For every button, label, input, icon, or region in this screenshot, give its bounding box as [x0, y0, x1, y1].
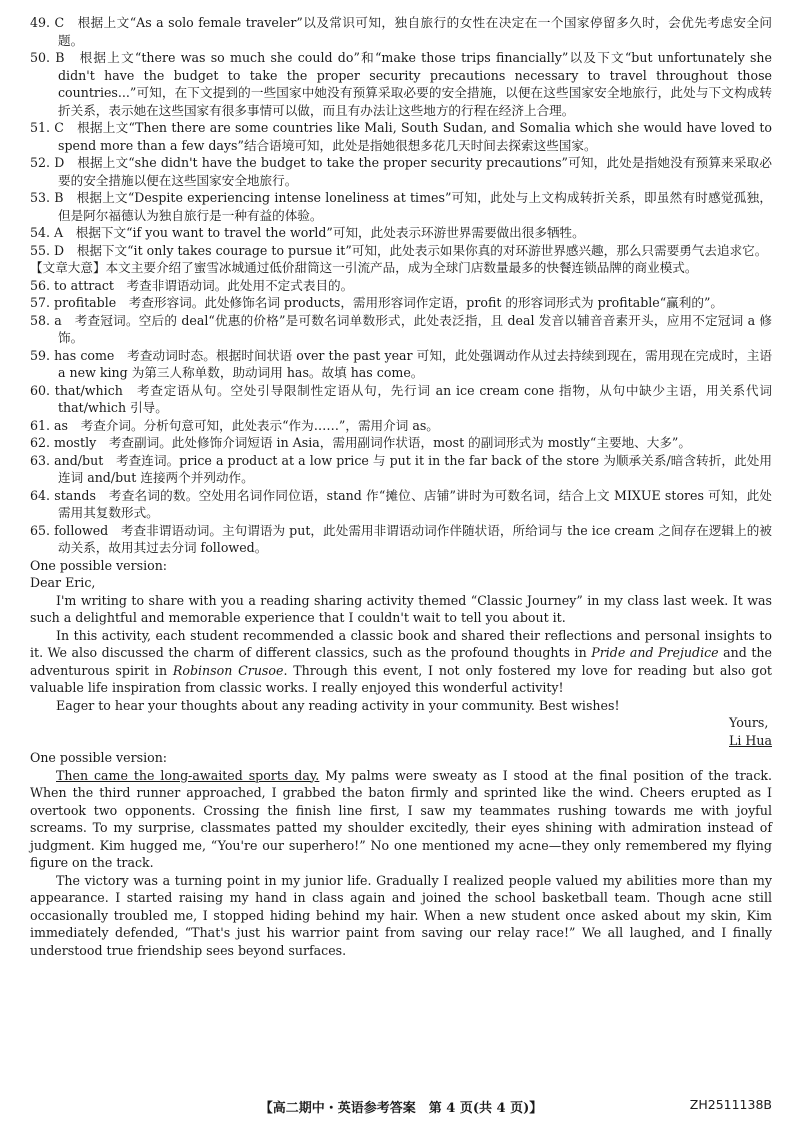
story-given-opening: Then came the long-awaited sports day.: [56, 767, 320, 783]
letter-signature: Li Hua: [729, 732, 772, 748]
story-paragraph-1: [30, 767, 772, 872]
letter-closing: Yours,: [729, 715, 769, 730]
letter-greeting: Dear Eric,: [30, 575, 96, 590]
letter-paragraph-3: Eager to hear your thoughts about any reading activity in your community. Best wishes!: [56, 697, 620, 713]
answer-51: 51. C 根据上文“Then there are some countries like Mali, South Sudan, and Somalia which she would have loved to spend more than a few days”结合语境可知，此处是指她很想多花几天时间去探索这些国家。: [30, 120, 772, 153]
answer-59: 59. has come 考查动词时态。根据时间状语 over the past year 可知，此处强调动作从过去持续到现在，需用现在完成时，主语 a new king 为第三人称单数，助动词用 has。故填 has come。: [30, 347, 772, 380]
answer-61: 61. as 考查介词。分析句意可知，此处表示“作为……”，需用介词 as。: [30, 417, 439, 433]
footer-title: 【高二期中・英语参考答案 第 4 页(共 4 页)】: [259, 1101, 543, 1116]
answer-55: 55. D 根据下文“it only takes courage to pursue it”可知，此处表示如果你真的对环游世界感兴趣，那么只需要勇气去追求它。: [30, 242, 768, 258]
letter-label: One possible version:: [30, 557, 168, 573]
sample-story: [30, 749, 772, 959]
letter-p2-text-b: and the adventurous spirit in: [30, 645, 772, 678]
letter-paragraph-1: I'm writing to share with you a reading sharing activity themed “Classic Journey” in my class last week. It was such a delightful and memorable experience that I couldn't wait to tell you about it.: [30, 592, 772, 625]
answer-64: 64. stands 考查名词的数。空处用名词作同位语，stand 作“摊位、店铺”讲时为可数名词，结合上文 MIXUE stores 可知，此处需用其复数形式。: [30, 487, 772, 520]
answer-65: 65. followed 考查非谓语动词。主句谓语为 put，此处需用非谓语动词作伴随状语，所给词与 the ice cream 之间存在逻辑上的被动关系，故用其过去分词 followed。: [30, 522, 772, 555]
answer-49: 49. C 根据上文“As a solo female traveler”以及常识可知，独自旅行的女性在决定在一个国家停留多久时，会优先考虑安全问题。: [30, 15, 772, 48]
answer-60: 60. that/which 考查定语从句。空处引导限制性定语从句，先行词 an ice cream cone 指物，从句中缺少主语，用关系代词 that/which 引导。: [30, 382, 772, 415]
answer-page: [30, 14, 772, 959]
book-title-robinson-crusoe: Robinson Crusoe: [172, 662, 284, 678]
answer-57: 57. profitable 考查形容词。此处修饰名词 products，需用形容词作定语，profit 的形容词形式为 profitable“赢利的”。: [30, 295, 723, 310]
story-label: One possible version:: [30, 750, 168, 765]
footer-code: ZH2511138B: [689, 1097, 772, 1112]
letter-p2-text-a: In this activity, each student recommended a classic book and shared their reflections and personal insights to it. We also discussed the charm of different classics, such as the profound thoughts in: [30, 627, 772, 660]
story-p1-rest: My palms were sweaty as I stood at the final position of the track. When the third runner approached, I grabbed the baton firmly and sprinted like the wind. Cheers erupted as I overtook two opponents. Crossing the finish line first, I saw my teammates rushing towards me with joyful screams. To my surprise, classmates patted my shoulder excitedly, their eyes shining with admiration instead of judgment. Kim hugged me, “You're our superhero!” No one mentioned my acne—they only remembered my flying figure on the track.: [30, 767, 773, 870]
article-summary: 【文章大意】本文主要介绍了蜜雪冰城通过低价甜筒这一引流产品，成为全球门店数量最多的快餐连锁品牌的商业模式。: [30, 260, 698, 275]
cloze-answers: [30, 14, 772, 259]
grammar-answers: [30, 277, 772, 557]
answer-50: 50. B 根据上文“there was so much she could do”和“make those trips financially”以及下文“but unfortunately she didn't have the budget to take the proper security precautions necessary to travel throughout those countries...”可知，在下文提到的一些国家中她没有预算采取必要的安全措施，以便在这些国家安全地旅行，此处与下文构成转折关系，表示她在这些国家有很多事情可以做，而且有办法让这些地方的行程在经济上合理。: [30, 50, 772, 118]
answer-52: 52. D 根据上文“she didn't have the budget to take the proper security precautions”可知，此处是指她没有预算来采取必要的安全措施以便在这些国家安全地旅行。: [30, 155, 772, 188]
letter-paragraph-2: [30, 627, 772, 697]
answer-63: 63. and/but 考查连词。price a product at a low price 与 put it in the far back of the store 为顺承关系/暗含转折，此处用连词 and/but 连接两个并列动作。: [30, 452, 772, 485]
answer-56: 56. to attract 考查非谓语动词。此处用不定式表目的。: [30, 277, 354, 293]
signature-block: [729, 714, 772, 749]
letter-signoff: [30, 714, 772, 749]
letter-p2-text-c: . Through this event, I not only fostered my love for reading but also got valuable life inspiration from classic works. I really enjoyed this wonderful activity!: [30, 662, 772, 695]
answer-62: 62. mostly 考查副词。此处修饰介词短语 in Asia，需用副词作状语，most 的副词形式为 mostly“主要地、大多”。: [30, 435, 691, 450]
story-paragraph-2: The victory was a turning point in my junior life. Gradually I realized people valued my abilities more than my appearance. I started raising my hand in class again and joined the school basketball team. Though acne still occasionally troubled me, I stopped hiding behind my hair. When a new student once asked about my skin, Kim immediately defended, “That's just his warrior paint from saving our relay race!” We all laughed, and I finally understood true friendship sees beyond surfaces.: [30, 872, 772, 958]
answer-53: 53. B 根据上文“Despite experiencing intense loneliness at times”可知，此处与上文构成转折关系，即虽然有时感觉孤独，但是阿尔福德认为独自旅行是一种有益的体验。: [30, 190, 772, 223]
answer-58: 58. a 考查冠词。空后的 deal“优惠的价格”是可数名词单数形式，此处表泛指，且 deal 发音以辅音音素开头，应用不定冠词 a 修饰。: [30, 312, 772, 345]
sample-letter: [30, 557, 772, 750]
book-title-pride-and-prejudice: Pride and Prejudice: [591, 645, 719, 660]
answer-54: 54. A 根据下文“if you want to travel the world”可知，此处表示环游世界需要做出很多牺牲。: [30, 225, 585, 240]
